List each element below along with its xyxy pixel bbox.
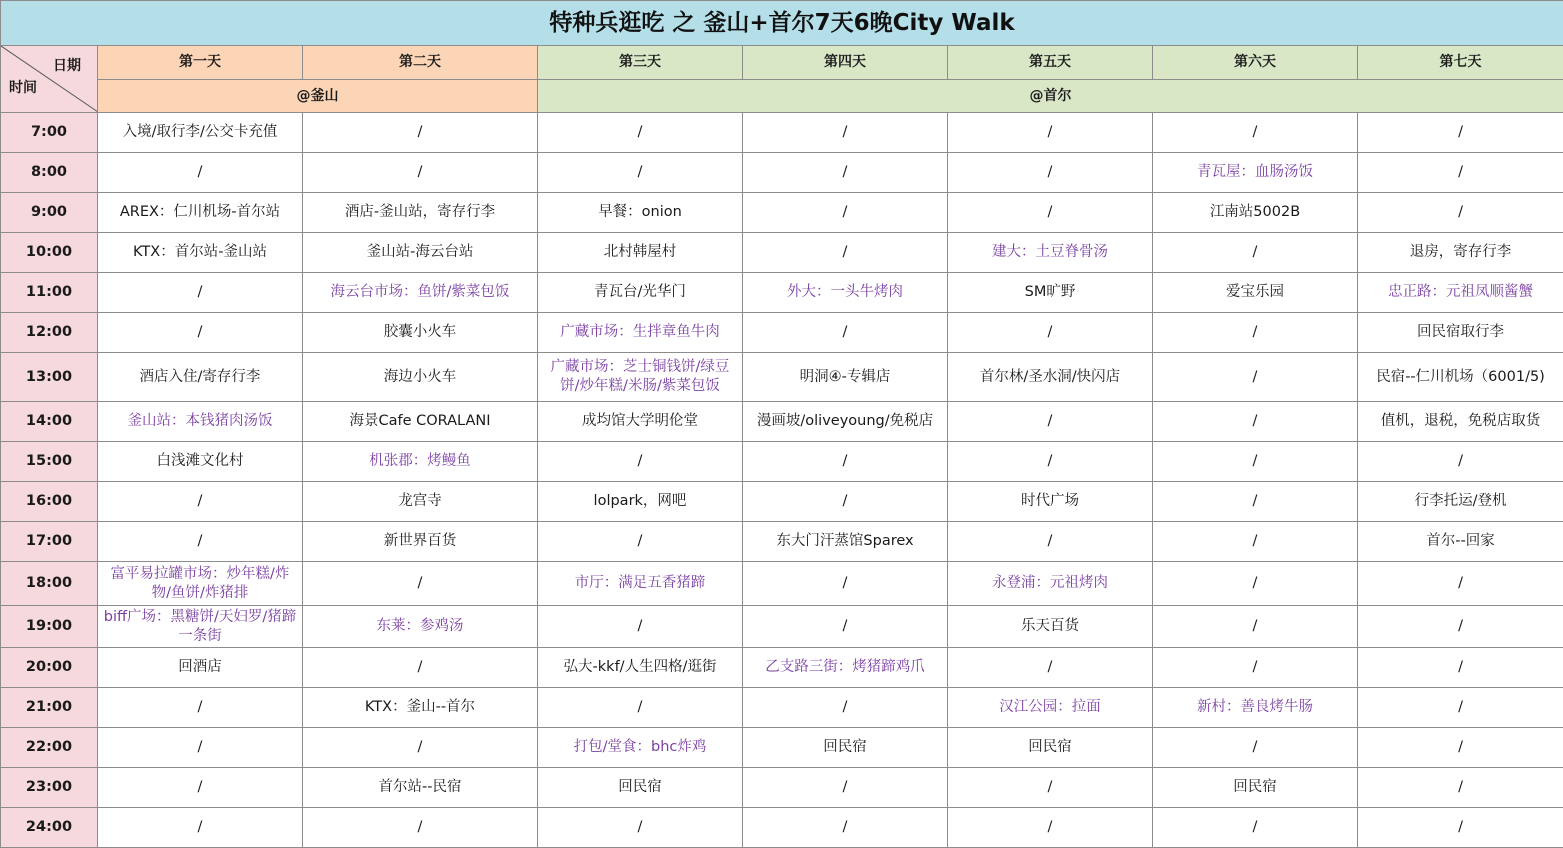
schedule-cell: / bbox=[1153, 233, 1358, 273]
schedule-cell: 早餐：onion bbox=[538, 193, 743, 233]
schedule-cell: / bbox=[743, 688, 948, 728]
location-busan: @釜山 bbox=[98, 80, 538, 113]
schedule-cell: 青瓦屋：血肠汤饭 bbox=[1153, 153, 1358, 193]
schedule-cell: / bbox=[1358, 442, 1563, 482]
time-cell: 11:00 bbox=[1, 273, 98, 313]
schedule-cell: / bbox=[743, 153, 948, 193]
corner-date-label: 日期 bbox=[53, 58, 81, 74]
schedule-cell: / bbox=[948, 113, 1153, 153]
schedule-cell: / bbox=[1358, 808, 1563, 848]
schedule-cell: KTX：首尔站-釜山站 bbox=[98, 233, 303, 273]
table-row bbox=[1, 273, 1563, 313]
schedule-cell: / bbox=[1153, 402, 1358, 442]
schedule-cell: 酒店入住/寄存行李 bbox=[98, 353, 303, 402]
schedule-cell: / bbox=[1358, 113, 1563, 153]
time-cell: 8:00 bbox=[1, 153, 98, 193]
schedule-cell: 市厅：满足五香猪蹄 bbox=[538, 562, 743, 606]
schedule-cell: / bbox=[743, 808, 948, 848]
schedule-cell: / bbox=[1358, 562, 1563, 606]
schedule-cell: / bbox=[303, 808, 538, 848]
schedule-cell: 乐天百货 bbox=[948, 606, 1153, 648]
schedule-cell: / bbox=[1358, 648, 1563, 688]
schedule-cell: / bbox=[948, 193, 1153, 233]
schedule-cell: / bbox=[1153, 808, 1358, 848]
schedule-cell: 回民宿 bbox=[1153, 768, 1358, 808]
schedule-cell: / bbox=[1153, 728, 1358, 768]
schedule-cell: 东莱：参鸡汤 bbox=[303, 606, 538, 648]
schedule-cell: 明洞④-专辑店 bbox=[743, 353, 948, 402]
schedule-cell: / bbox=[1153, 482, 1358, 522]
schedule-cell: / bbox=[948, 153, 1153, 193]
schedule-cell: / bbox=[1153, 313, 1358, 353]
schedule-cell: / bbox=[1358, 728, 1563, 768]
schedule-cell: / bbox=[1358, 153, 1563, 193]
day-header-1: 第一天 bbox=[98, 46, 303, 80]
schedule-cell: biff广场：黑糖饼/天妇罗/猪蹄一条街 bbox=[98, 606, 303, 648]
table-row bbox=[1, 808, 1563, 848]
table-row bbox=[1, 728, 1563, 768]
schedule-cell: 机张郡：烤鳗鱼 bbox=[303, 442, 538, 482]
day-header-4: 第四天 bbox=[743, 46, 948, 80]
schedule-cell: / bbox=[948, 402, 1153, 442]
time-cell: 7:00 bbox=[1, 113, 98, 153]
schedule-cell: / bbox=[948, 648, 1153, 688]
schedule-cell: / bbox=[1153, 353, 1358, 402]
schedule-cell: / bbox=[98, 313, 303, 353]
schedule-cell: 成均馆大学明伦堂 bbox=[538, 402, 743, 442]
schedule-cell: 回民宿 bbox=[743, 728, 948, 768]
schedule-cell: / bbox=[948, 522, 1153, 562]
schedule-cell: 建大：土豆脊骨汤 bbox=[948, 233, 1153, 273]
schedule-cell: / bbox=[743, 482, 948, 522]
schedule-cell: 酒店-釜山站，寄存行李 bbox=[303, 193, 538, 233]
schedule-cell: 打包/堂食：bhc炸鸡 bbox=[538, 728, 743, 768]
schedule-cell: / bbox=[538, 153, 743, 193]
schedule-cell: / bbox=[1153, 562, 1358, 606]
schedule-cell: / bbox=[948, 313, 1153, 353]
schedule-cell: / bbox=[1358, 688, 1563, 728]
day-header-5: 第五天 bbox=[948, 46, 1153, 80]
schedule-cell: / bbox=[1153, 522, 1358, 562]
schedule-cell: / bbox=[743, 313, 948, 353]
schedule-cell: / bbox=[1153, 113, 1358, 153]
schedule-cell: / bbox=[948, 442, 1153, 482]
schedule-cell: / bbox=[1358, 193, 1563, 233]
schedule-cell: 入境/取行李/公交卡充值 bbox=[98, 113, 303, 153]
corner-time-label: 时间 bbox=[9, 80, 37, 96]
schedule-cell: 弘大-kkf/人生四格/逛街 bbox=[538, 648, 743, 688]
schedule-cell: 首尔站--民宿 bbox=[303, 768, 538, 808]
schedule-cell: / bbox=[538, 522, 743, 562]
schedule-cell: / bbox=[1358, 768, 1563, 808]
table-row bbox=[1, 233, 1563, 273]
schedule-cell: 新村：善良烤牛肠 bbox=[1153, 688, 1358, 728]
time-cell: 10:00 bbox=[1, 233, 98, 273]
schedule-cell: / bbox=[1153, 648, 1358, 688]
schedule-cell: 回民宿 bbox=[948, 728, 1153, 768]
table-row bbox=[1, 482, 1563, 522]
location-seoul: @首尔 bbox=[538, 80, 1563, 113]
table-row bbox=[1, 353, 1563, 402]
schedule-cell: 青瓦台/光华门 bbox=[538, 273, 743, 313]
schedule-cell: 行李托运/登机 bbox=[1358, 482, 1563, 522]
schedule-cell: / bbox=[948, 808, 1153, 848]
schedule-cell: / bbox=[303, 728, 538, 768]
time-cell: 15:00 bbox=[1, 442, 98, 482]
table-row bbox=[1, 768, 1563, 808]
day-header-6: 第六天 bbox=[1153, 46, 1358, 80]
schedule-cell: 汉江公园：拉面 bbox=[948, 688, 1153, 728]
table-row bbox=[1, 313, 1563, 353]
time-cell: 12:00 bbox=[1, 313, 98, 353]
schedule-cell: / bbox=[743, 193, 948, 233]
day-header-7: 第七天 bbox=[1358, 46, 1563, 80]
schedule-cell: / bbox=[303, 648, 538, 688]
schedule-cell: 值机，退税，免税店取货 bbox=[1358, 402, 1563, 442]
schedule-cell: / bbox=[98, 688, 303, 728]
time-cell: 19:00 bbox=[1, 606, 98, 648]
schedule-cell: / bbox=[743, 768, 948, 808]
table-row bbox=[1, 402, 1563, 442]
schedule-cell: 白浅滩文化村 bbox=[98, 442, 303, 482]
schedule-cell: 爱宝乐园 bbox=[1153, 273, 1358, 313]
day-header-3: 第三天 bbox=[538, 46, 743, 80]
schedule-cell: 海边小火车 bbox=[303, 353, 538, 402]
schedule-cell: / bbox=[98, 522, 303, 562]
table-row bbox=[1, 688, 1563, 728]
corner-header bbox=[1, 46, 98, 113]
time-cell: 17:00 bbox=[1, 522, 98, 562]
page-title: 特种兵逛吃 之 釜山+首尔7天6晚City Walk bbox=[1, 1, 1563, 46]
schedule-cell: 胶囊小火车 bbox=[303, 313, 538, 353]
schedule-cell: / bbox=[98, 153, 303, 193]
schedule-cell: 广藏市场：生拌章鱼牛肉 bbox=[538, 313, 743, 353]
schedule-cell: 富平易拉罐市场：炒年糕/炸物/鱼饼/炸猪排 bbox=[98, 562, 303, 606]
schedule-cell: / bbox=[743, 562, 948, 606]
schedule-cell: / bbox=[98, 273, 303, 313]
schedule-cell: / bbox=[303, 113, 538, 153]
table-row bbox=[1, 442, 1563, 482]
schedule-cell: / bbox=[98, 768, 303, 808]
schedule-cell: / bbox=[538, 808, 743, 848]
table-row bbox=[1, 113, 1563, 153]
schedule-cell: KTX：釜山--首尔 bbox=[303, 688, 538, 728]
schedule-cell: 民宿--仁川机场（6001/5) bbox=[1358, 353, 1563, 402]
schedule-cell: / bbox=[538, 606, 743, 648]
schedule-cell: 海云台市场：鱼饼/紫菜包饭 bbox=[303, 273, 538, 313]
schedule-cell: 广藏市场：芝士铜钱饼/绿豆饼/炒年糕/米肠/紫菜包饭 bbox=[538, 353, 743, 402]
table-row bbox=[1, 562, 1563, 606]
schedule-cell: 东大门汗蒸馆Sparex bbox=[743, 522, 948, 562]
schedule-cell: / bbox=[743, 606, 948, 648]
time-cell: 22:00 bbox=[1, 728, 98, 768]
schedule-cell: / bbox=[538, 442, 743, 482]
time-cell: 18:00 bbox=[1, 562, 98, 606]
schedule-cell: 忠正路：元祖凤顺酱蟹 bbox=[1358, 273, 1563, 313]
time-cell: 21:00 bbox=[1, 688, 98, 728]
schedule-cell: / bbox=[1153, 442, 1358, 482]
schedule-cell: 乙支路三街：烤猪蹄鸡爪 bbox=[743, 648, 948, 688]
schedule-cell: 外大：一头牛烤肉 bbox=[743, 273, 948, 313]
schedule-cell: 龙宫寺 bbox=[303, 482, 538, 522]
time-cell: 24:00 bbox=[1, 808, 98, 848]
schedule-cell: / bbox=[743, 233, 948, 273]
table-row bbox=[1, 522, 1563, 562]
schedule-cell: 新世界百货 bbox=[303, 522, 538, 562]
schedule-cell: 回民宿取行李 bbox=[1358, 313, 1563, 353]
schedule-cell: 漫画坡/oliveyoung/免税店 bbox=[743, 402, 948, 442]
schedule-cell: / bbox=[538, 113, 743, 153]
table-row bbox=[1, 606, 1563, 648]
schedule-cell: / bbox=[303, 153, 538, 193]
time-cell: 9:00 bbox=[1, 193, 98, 233]
schedule-cell: / bbox=[743, 113, 948, 153]
schedule-cell: 釜山站-海云台站 bbox=[303, 233, 538, 273]
time-cell: 23:00 bbox=[1, 768, 98, 808]
schedule-cell: / bbox=[1153, 606, 1358, 648]
schedule-cell: 首尔林/圣水洞/快闪店 bbox=[948, 353, 1153, 402]
schedule-cell: lolpark，网吧 bbox=[538, 482, 743, 522]
day-header-2: 第二天 bbox=[303, 46, 538, 80]
schedule-cell: 回民宿 bbox=[538, 768, 743, 808]
schedule-cell: / bbox=[538, 688, 743, 728]
schedule-cell: 江南站5002B bbox=[1153, 193, 1358, 233]
schedule-cell: / bbox=[1358, 606, 1563, 648]
schedule-cell: 海景Cafe CORALANI bbox=[303, 402, 538, 442]
schedule-cell: / bbox=[98, 728, 303, 768]
time-cell: 16:00 bbox=[1, 482, 98, 522]
schedule-cell: 首尔--回家 bbox=[1358, 522, 1563, 562]
time-cell: 13:00 bbox=[1, 353, 98, 402]
table-row bbox=[1, 648, 1563, 688]
schedule-cell: 永登浦：元祖烤肉 bbox=[948, 562, 1153, 606]
schedule-cell: AREX：仁川机场-首尔站 bbox=[98, 193, 303, 233]
schedule-cell: / bbox=[98, 482, 303, 522]
schedule-cell: 北村韩屋村 bbox=[538, 233, 743, 273]
schedule-cell: 回酒店 bbox=[98, 648, 303, 688]
table-row bbox=[1, 153, 1563, 193]
schedule-cell: 退房，寄存行李 bbox=[1358, 233, 1563, 273]
schedule-cell: 釜山站：本钱猪肉汤饭 bbox=[98, 402, 303, 442]
schedule-cell: / bbox=[948, 768, 1153, 808]
schedule-cell: / bbox=[98, 808, 303, 848]
schedule-cell: SM旷野 bbox=[948, 273, 1153, 313]
schedule-cell: / bbox=[743, 442, 948, 482]
time-cell: 14:00 bbox=[1, 402, 98, 442]
schedule-cell: 时代广场 bbox=[948, 482, 1153, 522]
schedule-cell: / bbox=[303, 562, 538, 606]
table-row bbox=[1, 193, 1563, 233]
schedule-body bbox=[1, 113, 1563, 848]
time-cell: 20:00 bbox=[1, 648, 98, 688]
